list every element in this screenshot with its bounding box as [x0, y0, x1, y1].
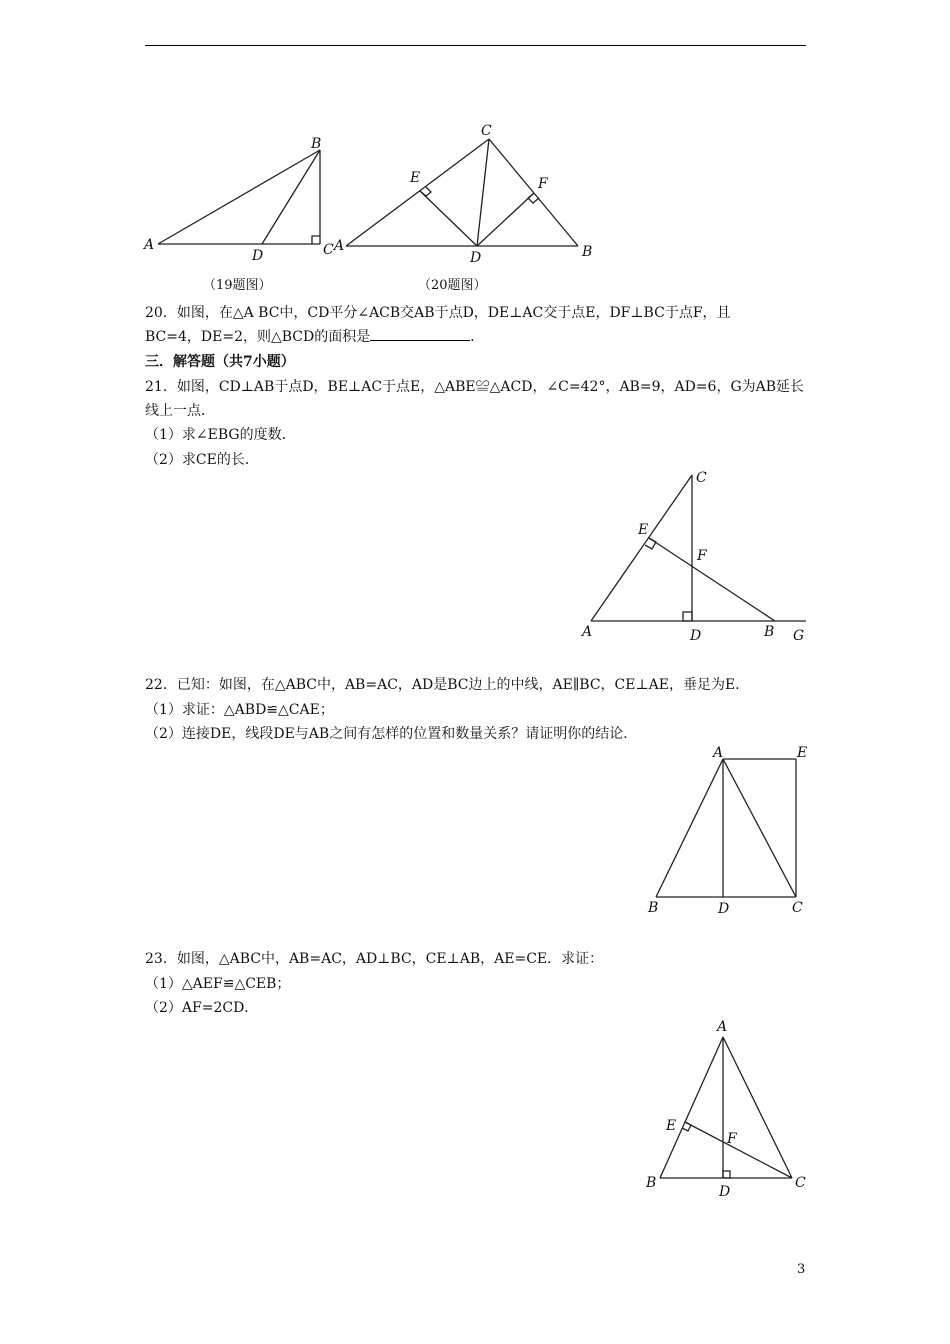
q21-part2: （2）求CE的长． — [145, 452, 259, 468]
fig23-label-d: D — [719, 1184, 731, 1200]
fig20-label-e: E — [410, 170, 421, 186]
fig19-segment-bd — [262, 150, 320, 244]
fig21-label-c: C — [696, 470, 707, 486]
fig19-label-c: C — [323, 242, 334, 258]
q21-part1: （1）求∠EBG的度数． — [145, 427, 296, 443]
figure-20 — [332, 123, 592, 266]
fig23-label-c: C — [795, 1175, 806, 1191]
q20-answer-blank — [370, 326, 470, 341]
fig20-label-a: A — [334, 238, 345, 254]
q23-part1: （1）△AEF≌△CEB； — [145, 976, 291, 992]
fig21-label-e: E — [638, 522, 649, 538]
fig21-side-ac — [591, 475, 692, 621]
figure-23 — [645, 1019, 806, 1200]
fig20-side-ac — [346, 139, 489, 246]
fig20-label-c: C — [481, 123, 492, 139]
fig22-side-ac — [723, 759, 796, 897]
fig20-segment-cd — [477, 139, 489, 246]
fig22-label-c: C — [792, 900, 803, 916]
fig21-segment-be — [649, 538, 775, 621]
fig19-caption: （19题图） — [203, 278, 272, 293]
fig23-label-b: B — [646, 1175, 657, 1191]
fig20-caption: （20题图） — [418, 278, 487, 293]
fig19-label-b: B — [311, 136, 322, 152]
q20-line2-end: ． — [470, 329, 485, 345]
fig20-segment-df — [477, 193, 534, 246]
fig23-segment-ce — [685, 1122, 792, 1178]
q20-line1: 20．如图，在△A BC中，CD平分∠ACB交AB于点D，DE⊥AC交于点E，DF⊥BC于点F，且 — [145, 305, 731, 321]
section3-title: 三．解答题（共7小题） — [145, 354, 295, 370]
fig20-label-b: B — [582, 244, 593, 260]
fig23-right-angle-d — [723, 1171, 730, 1178]
fig19-label-a: A — [144, 237, 155, 253]
q21-line1: 21．如图，CD⊥AB于点D，BE⊥AC于点E，△ABE≌△ACD，∠C=42°，AB=9，AD=6，G为AB延长 — [145, 379, 805, 395]
q21-line2: 线上一点． — [145, 403, 215, 419]
fig21-label-a: A — [582, 624, 593, 640]
page-number: 3 — [797, 1262, 806, 1277]
fig21-label-b: B — [764, 624, 775, 640]
q20-line2 — [145, 325, 484, 349]
fig22-label-e: E — [797, 745, 808, 761]
q22-line1: 22．已知：如图，在△ABC中，AB=AC，AD是BC边上的中线，AE∥BC，CE⊥AE，垂足为E． — [145, 677, 750, 693]
fig20-label-f: F — [538, 176, 548, 192]
figure-19 — [142, 136, 334, 264]
fig21-label-g: G — [793, 628, 805, 644]
fig20-segment-de — [420, 191, 477, 246]
figure-21 — [580, 470, 806, 644]
fig19-right-angle-mark — [312, 236, 320, 244]
fig22-label-a: A — [713, 745, 724, 761]
fig21-right-angle-d — [683, 612, 692, 621]
fig23-side-ab — [660, 1037, 723, 1178]
fig19-label-d: D — [252, 248, 264, 264]
fig20-right-angle-e — [420, 187, 431, 196]
q23-line1: 23．如图，△ABC中，AB=AC，AD⊥BC，CE⊥AB，AE=CE．求证： — [145, 951, 604, 967]
q22-part1: （1）求证：△ABD≌△CAE； — [145, 702, 334, 718]
fig23-side-ac — [723, 1037, 792, 1178]
q20-line2-text: BC=4，DE=2，则△BCD的面积是 — [145, 329, 371, 345]
fig19-side-ab — [158, 150, 320, 244]
fig22-label-d: D — [718, 901, 730, 917]
fig20-label-d: D — [470, 250, 482, 266]
fig22-label-b: B — [648, 900, 659, 916]
fig23-label-e: E — [666, 1118, 677, 1134]
figure-22 — [647, 745, 807, 917]
fig23-label-f: F — [727, 1131, 737, 1147]
fig21-label-f: F — [697, 548, 707, 564]
fig23-label-a: A — [717, 1019, 728, 1035]
q22-part2: （2）连接DE，线段DE与AB之间有怎样的位置和数量关系？请证明你的结论． — [145, 726, 638, 742]
fig21-label-d: D — [690, 628, 702, 644]
fig20-side-bc — [489, 139, 578, 246]
fig22-side-ab — [656, 759, 723, 897]
q23-part2: （2）AF=2CD． — [145, 1000, 259, 1016]
